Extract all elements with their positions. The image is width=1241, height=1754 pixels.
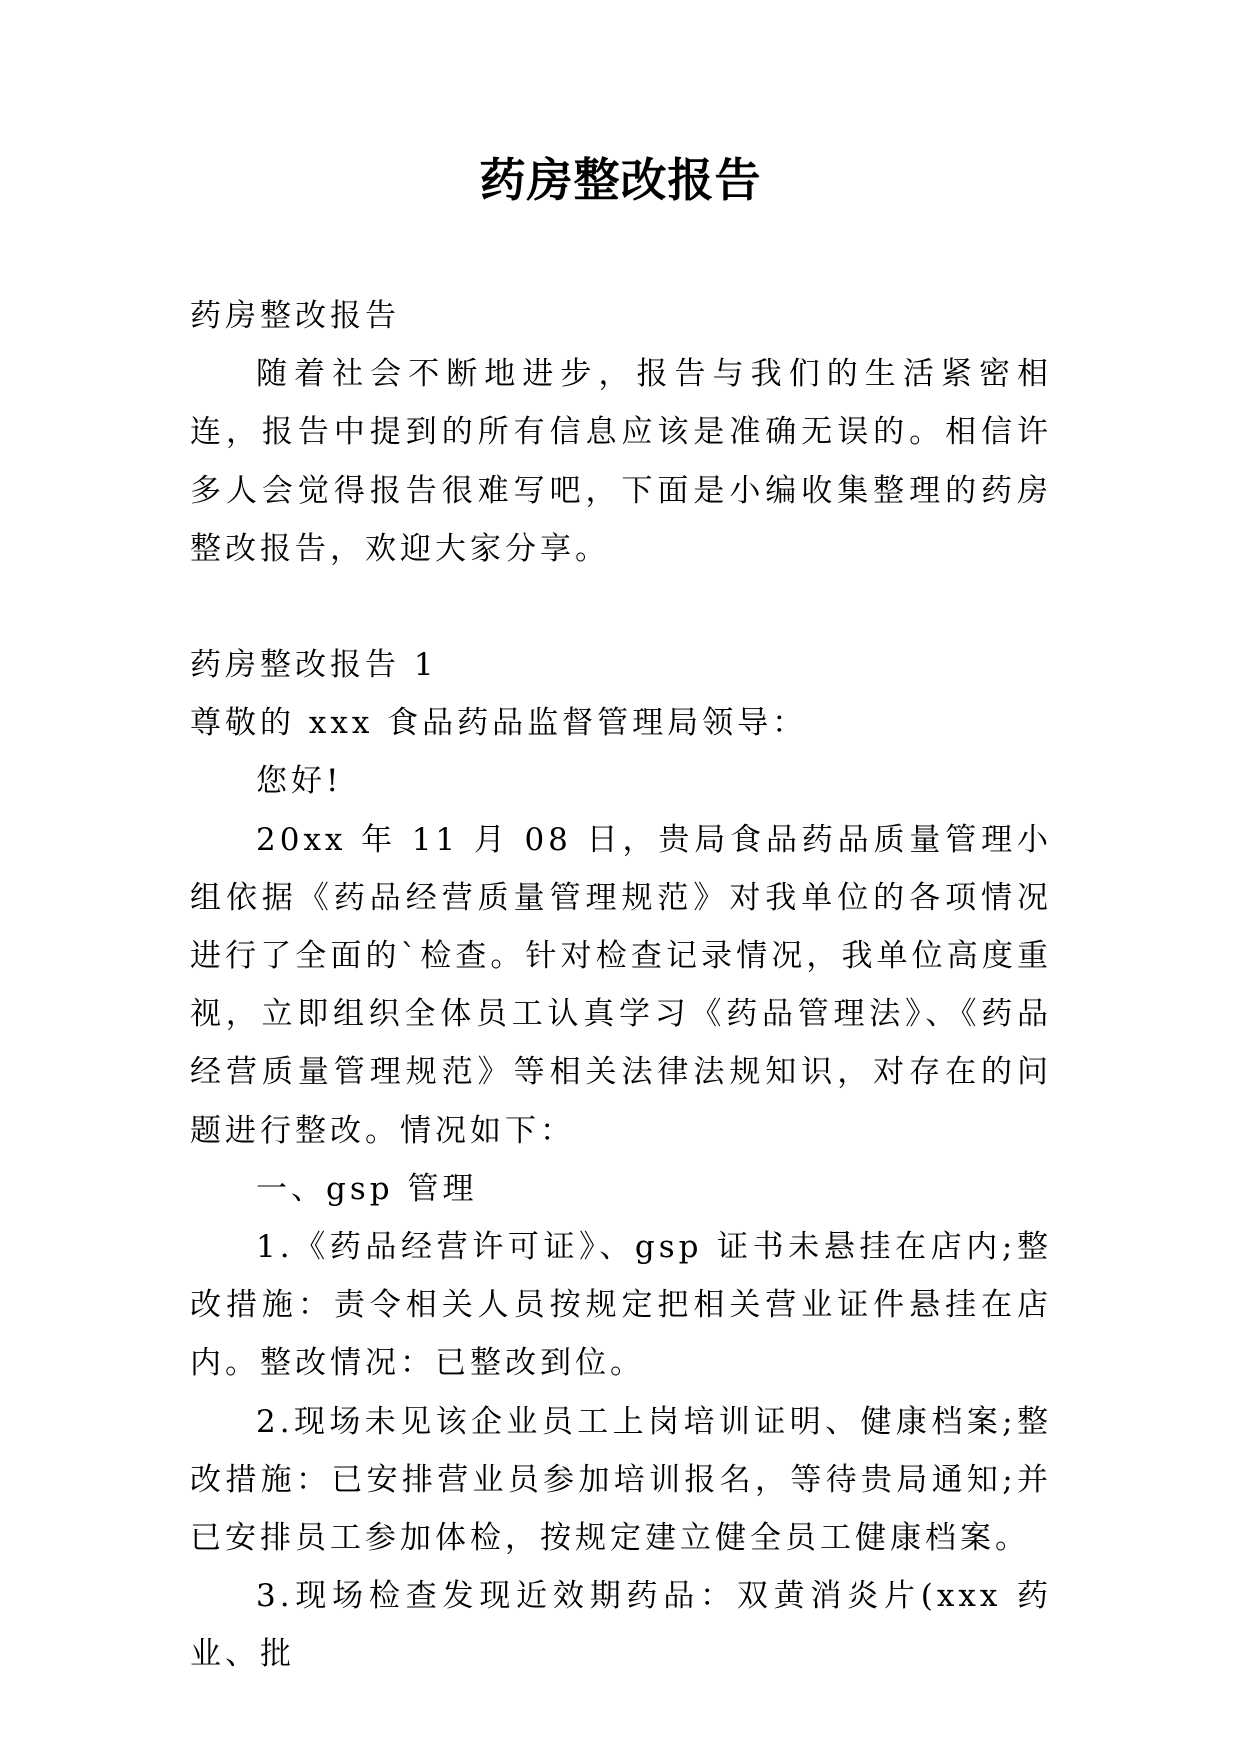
body-paragraph: 2.现场未见该企业员工上岗培训证明、健康档案;整改措施：已安排营业员参加培训报名，等待贵局通知;并已安排员工参加体检，按规定建立健全员工健康档案。 [190, 1403, 1052, 1557]
body-paragraph: 药房整改报告 [190, 298, 400, 334]
body-paragraph: 药房整改报告 1 [190, 647, 438, 684]
body-paragraph: 尊敬的 xxx 食品药品监督管理局领导： [190, 705, 808, 742]
document-title: 药房整改报告 [479, 153, 762, 207]
document-body [190, 287, 1052, 1684]
body-paragraph: 随着社会不断地进步，报告与我们的生活紧密相连，报告中提到的所有信息应该是准确无误的。相信许多人会觉得报告很难写吧，下面是小编收集整理的药房整改报告，欢迎大家分享。 [190, 356, 1052, 567]
body-paragraph: 1.《药品经营许可证》、gsp 证书未悬挂在店内;整改措施：责令相关人员按规定把相关营业证件悬挂在店内。整改情况：已整改到位。 [190, 1229, 1052, 1382]
body-paragraph: 一、gsp 管理 [256, 1170, 478, 1207]
body-paragraph: 您好! [256, 763, 343, 800]
body-paragraph: 3.现场检查发现近效期药品：双黄消炎片(xxx 药业、批 [190, 1578, 1052, 1673]
body-paragraph: 20xx 年 11 月 08 日，贵局食品药品质量管理小组依据《药品经营质量管理规范》对我单位的各项情况进行了全面的`检查。针对检查记录情况，我单位高度重视，立即组织全体员工认真学习《药品管理法》、《药品经营质量管理规范》等相关法律法规知识，对存在的问题进行整改。情况如下： [190, 821, 1052, 1149]
